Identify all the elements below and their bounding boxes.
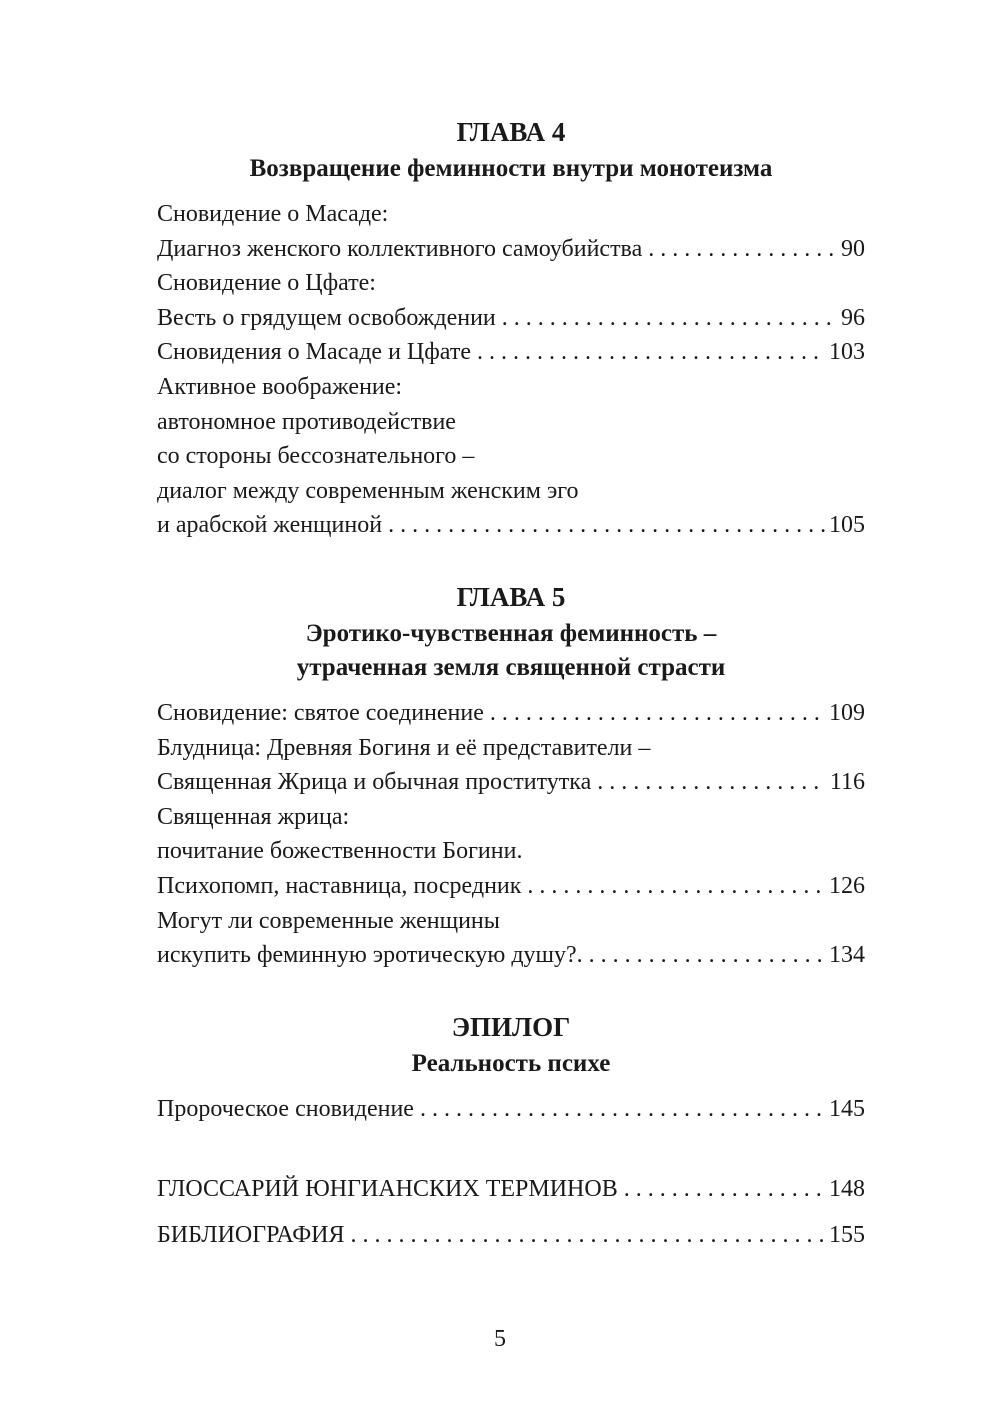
entry-text: БИБЛИОГРАФИЯ <box>157 1222 345 1249</box>
epilogue-entries <box>157 1092 865 1127</box>
chapter-4-label: ГЛАВА 4 <box>456 117 566 147</box>
entry-text: Пророческое сновидение <box>157 1095 414 1122</box>
dot-leader <box>624 1166 825 1212</box>
table-of-contents <box>157 112 865 1258</box>
dot-leader <box>477 335 825 370</box>
entry-text: Сновидение о Цфате: <box>157 270 376 297</box>
toc-line <box>157 474 865 509</box>
entry-text: Весть о грядущем освобождении <box>157 304 496 331</box>
entry-text: Священная жрица: <box>157 803 350 830</box>
toc-line <box>157 834 865 869</box>
entry-page-number: 90 <box>841 235 865 262</box>
dot-leader <box>420 1092 825 1127</box>
dot-leader <box>589 938 825 973</box>
entry-text: и арабской женщиной <box>157 512 383 539</box>
chapter-4-section <box>157 112 865 543</box>
entry-text: ГЛОССАРИЙ ЮНГИАНСКИХ ТЕРМИНОВ <box>157 1176 618 1203</box>
entry-text: Священная Жрица и обычная проститутка <box>157 769 592 796</box>
chapter-5-label: ГЛАВА 5 <box>456 581 566 612</box>
page-number: 5 <box>494 1326 506 1352</box>
entry-text: Могут ли современные женщины <box>157 907 500 934</box>
chapter-4-entries <box>157 197 865 543</box>
dot-leader <box>502 301 837 336</box>
chapter-5-title-line-1: Эротико-чувственная феминность – <box>305 619 717 647</box>
entry-text: Сновидение о Масаде: <box>157 201 389 227</box>
toc-line <box>157 800 865 835</box>
toc-entry[interactable] <box>157 301 865 336</box>
toc-entry[interactable] <box>157 869 865 904</box>
epilogue-section <box>157 1007 865 1127</box>
dot-leader <box>351 1212 825 1258</box>
chapter-4-title: Возвращение феминности внутри монотеизма <box>249 155 773 182</box>
chapter-5-title-line-2: утраченная земля священной страсти <box>296 653 726 681</box>
back-matter-section <box>157 1166 865 1258</box>
entry-text: почитание божественности Богини. <box>157 838 523 865</box>
entry-text: Активное воображение: <box>157 373 403 400</box>
toc-line <box>157 439 865 474</box>
toc-line <box>157 266 865 301</box>
toc-line <box>157 731 865 766</box>
toc-line <box>157 370 865 405</box>
toc-entry[interactable] <box>157 938 865 973</box>
toc-line <box>157 405 865 440</box>
entry-text: Диагноз женского коллективного самоубийства <box>157 235 643 262</box>
entry-text: Психопомп, наставница, посредник <box>157 872 522 899</box>
dot-leader <box>388 508 825 543</box>
epilogue-label: ЭПИЛОГ <box>451 1011 571 1042</box>
entry-text: Сновидение: святое соединение <box>157 699 484 726</box>
entry-page-number: 148 <box>829 1176 865 1203</box>
dot-leader <box>648 232 837 267</box>
toc-line <box>157 197 865 232</box>
entry-page-number: 145 <box>829 1095 865 1122</box>
dot-leader <box>490 696 825 731</box>
toc-entry[interactable] <box>157 765 865 800</box>
toc-entry-glossary[interactable] <box>157 1166 865 1212</box>
entry-page-number: 103 <box>829 339 865 366</box>
entry-text: диалог между современным женским эго <box>157 477 579 504</box>
toc-entry[interactable] <box>157 335 865 370</box>
dot-leader <box>527 869 825 904</box>
toc-entry[interactable] <box>157 232 865 267</box>
toc-line <box>157 904 865 939</box>
entry-text: Сновидения о Масаде и Цфате <box>157 339 471 366</box>
chapter-5-section <box>157 577 865 973</box>
entry-page-number: 126 <box>829 872 865 899</box>
chapter-5-entries <box>157 696 865 973</box>
entry-text: автономное противодействие <box>157 408 456 435</box>
epilogue-title: Реальность психе <box>411 1049 611 1077</box>
entry-page-number: 155 <box>829 1222 865 1249</box>
entry-page-number: 96 <box>841 304 865 331</box>
entry-text: Блудница: Древняя Богиня и её представители – <box>157 734 651 761</box>
toc-entry[interactable] <box>157 508 865 543</box>
entry-page-number: 105 <box>829 512 865 539</box>
toc-entry[interactable] <box>157 1092 865 1127</box>
entry-text: искупить феминную эротическую душу?. <box>157 942 583 969</box>
entry-text: со стороны бессознательного – <box>157 443 475 470</box>
toc-entry-bibliography[interactable] <box>157 1212 865 1258</box>
entry-page-number: 109 <box>829 699 865 726</box>
dot-leader <box>597 765 826 800</box>
entry-page-number: 116 <box>829 769 865 796</box>
entry-page-number: 134 <box>829 942 865 969</box>
toc-entry[interactable] <box>157 696 865 731</box>
